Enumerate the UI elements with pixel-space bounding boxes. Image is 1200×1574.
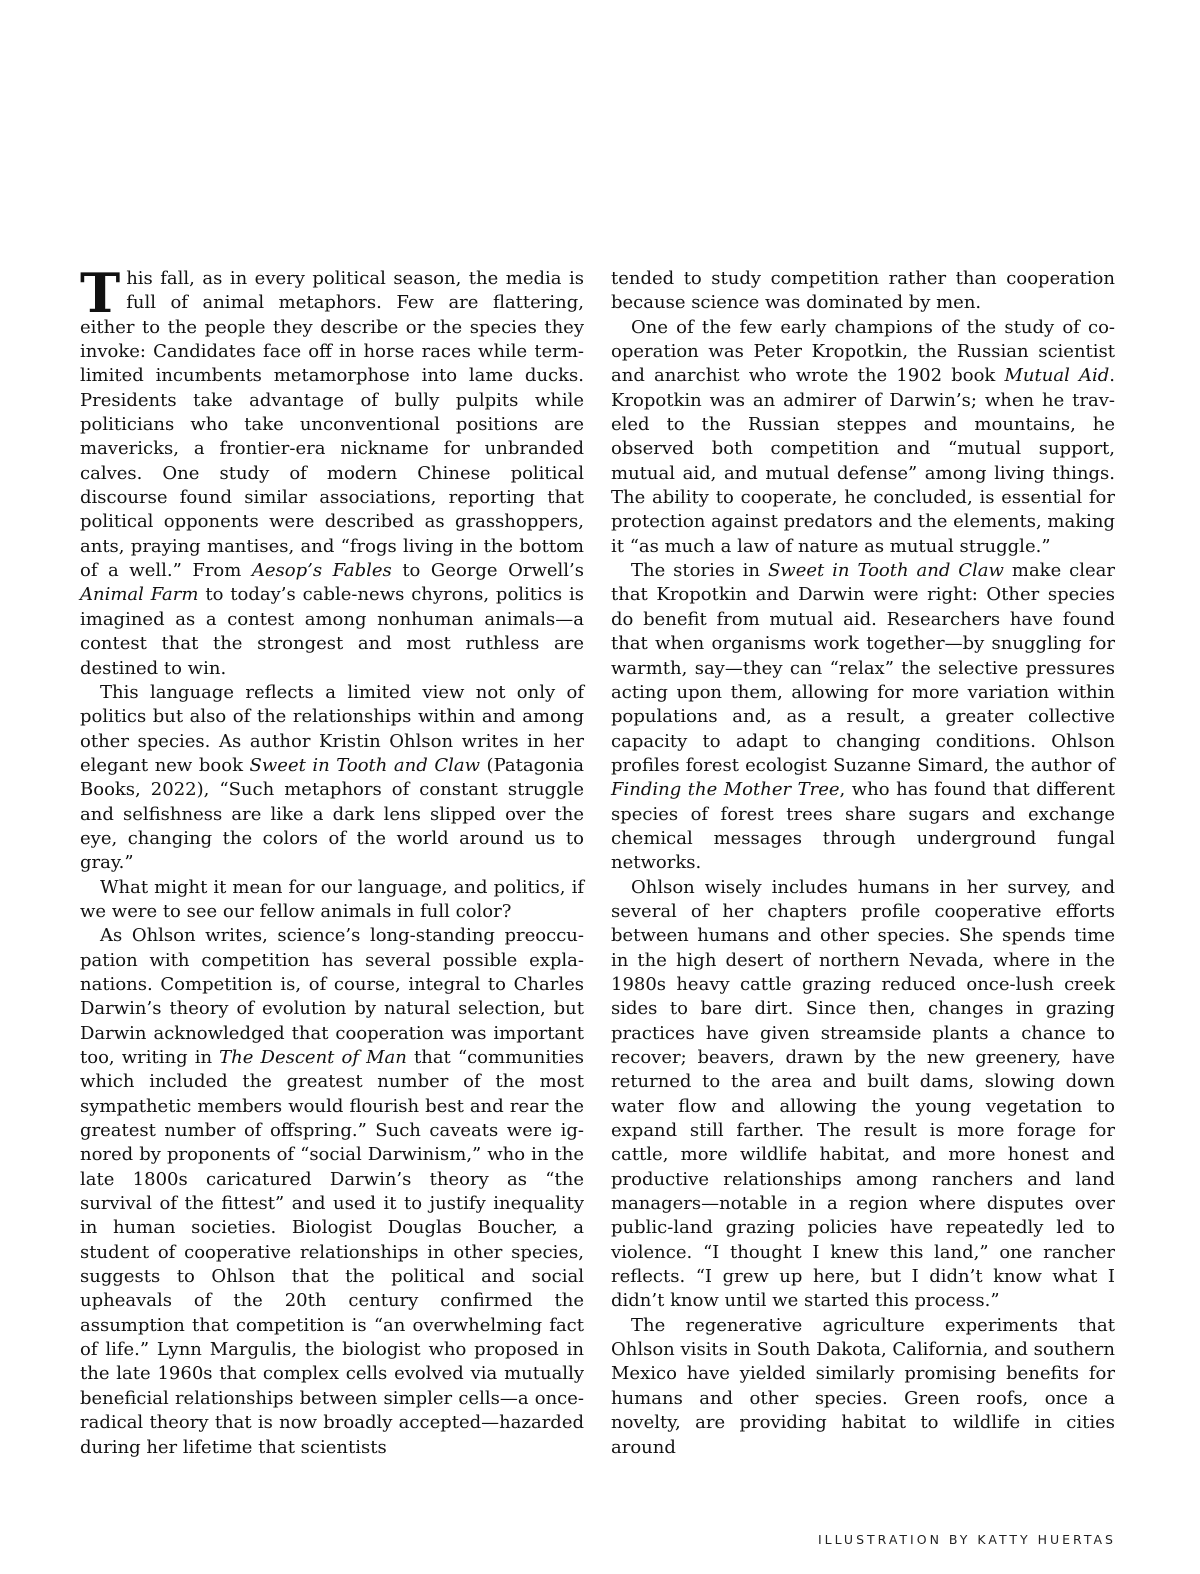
book-title: Animal Farm bbox=[80, 584, 199, 606]
book-title: Sweet in Tooth and Claw bbox=[249, 754, 480, 776]
book-title: Mutual Aid bbox=[1004, 365, 1110, 387]
paragraph: This language reflects a limited view not only of politics but also of the relationships within and among other species. As author Kristin Ohlson writes in her elegant new book Sweet in Tooth and Claw (Patagonia Books, 2022), “Such metaphors of constant struggle and selfishness are like a dark lens slipped over the eye, changing the colors of the world around us to gray.” bbox=[80, 681, 585, 874]
book-title: Finding the Mother Tree bbox=[611, 779, 840, 801]
article-column-right bbox=[611, 267, 1115, 1460]
paragraph: Ohlson wisely includes humans in her survey, and several of her chapters profile cooperative efforts between humans and other species. She spends time in the high desert of northern Nevada, where in the 1980s heavy cattle grazing reduced once-lush creek sides to bare dirt. Since then, changes in grazing practices have given streamside plants a chance to recover; beavers, drawn by the new greenery, have returned to the area and built dams, slowing down water flow and allowing the young vegetation to expand still farther. The result is more forage for cattle, more wildlife habitat, and more honest and productive relationships among ranchers and land managers—notable in a region where disputes over public-land grazing policies have repeatedly led to violence. “I thought I knew this land,” one rancher reflects. “I grew up here, but I didn’t know what I didn’t know until we started this process.” bbox=[611, 876, 1115, 1312]
book-title: The Descent of Man bbox=[219, 1047, 407, 1068]
book-title: Sweet in Tooth and Claw bbox=[767, 560, 1004, 582]
paragraph: As Ohlson writes, science’s long-standing preoccupation with competition has several possible explanations. Competition is, of course, integral to Charles Darwin’s theory of evolution by natural selection, but Darwin acknowledged that cooperation was important too, writing in The Descent of Man that “communities which included the greatest number of the most sympathetic members would flourish best and rear the greatest number of offspring.” Such caveats were ignored by proponents of “social Darwinism,” who in the late 1800s caricatured Darwin’s theory as “the survival of the fittest” and used it to justify inequality in human societies. Biologist Douglas Boucher, a student of cooperative relationships in other species, suggests to Ohlson that the political and social upheavals of the 20th century confirmed the assumption that competition is “an overwhelming fact of life.” Lynn Margulis, the biologist who proposed in the late 1960s that complex cells evolved via mutually beneficial relationships between simpler cells—a once-radical theory that is now broadly accepted—hazarded during her lifetime that scientists bbox=[80, 925, 584, 1458]
paragraph: What might it mean for our language, and politics, if we were to see our fellow animals in full color? bbox=[80, 876, 584, 922]
paragraph: tended to study competition rather than cooperation because science was dominated by men. bbox=[611, 268, 1115, 314]
drop-cap: T bbox=[80, 261, 121, 325]
book-title: Aesop’s Fables bbox=[251, 560, 392, 582]
article-column-left bbox=[80, 261, 585, 1460]
paragraph: This fall, as in every political season, the media is full of animal metaphors. Few are flattering, either to the people they describe or the species they invoke: Candidates face off in horse races while term-limited incumbents metamorphose into lame ducks. Presidents take advantage of bully pulpits while politicians who take unconventional positions are mavericks, a frontier-era nickname for unbranded calves. One study of modern Chinese political discourse found similar associations, reporting that political opponents were described as grasshoppers, ants, praying mantises, and “frogs living in the bottom of a well.” From Aesop’s Fables to George Orwell’s Animal Farm to today’s cable-news chyrons, politics is imagined as a contest among nonhuman animals—a contest that the strongest and most ruthless are destined to win. bbox=[80, 261, 584, 679]
paragraph: One of the few early champions of the study of cooperation was Peter Kropotkin, the Russian scientist and anarchist who wrote the 1902 book Mutual Aid. Kropotkin was an admirer of Darwin’s; when he traveled to the Russian steppes and mountains, he observed both competition and “mutual support, mutual aid, and mutual defense” among living things. The ability to cooperate, he concluded, is essential for protection against predators and the elements, making it “as much a law of nature as mutual struggle.” bbox=[611, 316, 1115, 557]
paragraph: The stories in Sweet in Tooth and Claw make clear that Kropotkin and Darwin were right: Other species do benefit from mutual aid. Researchers have found that when organisms work together—by snuggling for warmth, say—they can “relax” the selective pressures acting upon them, allowing for more variation within populations and, as a result, a greater collective capacity to adapt to changing conditions. Ohlson profiles forest ecologist Suzanne Simard, the author of Finding the Mother Tree, who has found that different species of forest trees share sugars and exchange chemical messages through underground fungal networks. bbox=[611, 560, 1116, 874]
paragraph: The regenerative agriculture experiments that Ohlson visits in South Dakota, California, and southern Mexico have yielded similarly promising benefits for humans and other species. Green roofs, once a novelty, are providing habitat to wildlife in cities around bbox=[611, 1314, 1115, 1458]
illustration-credit: ILLUSTRATION BY KATTY HUERTAS bbox=[817, 1532, 1116, 1547]
